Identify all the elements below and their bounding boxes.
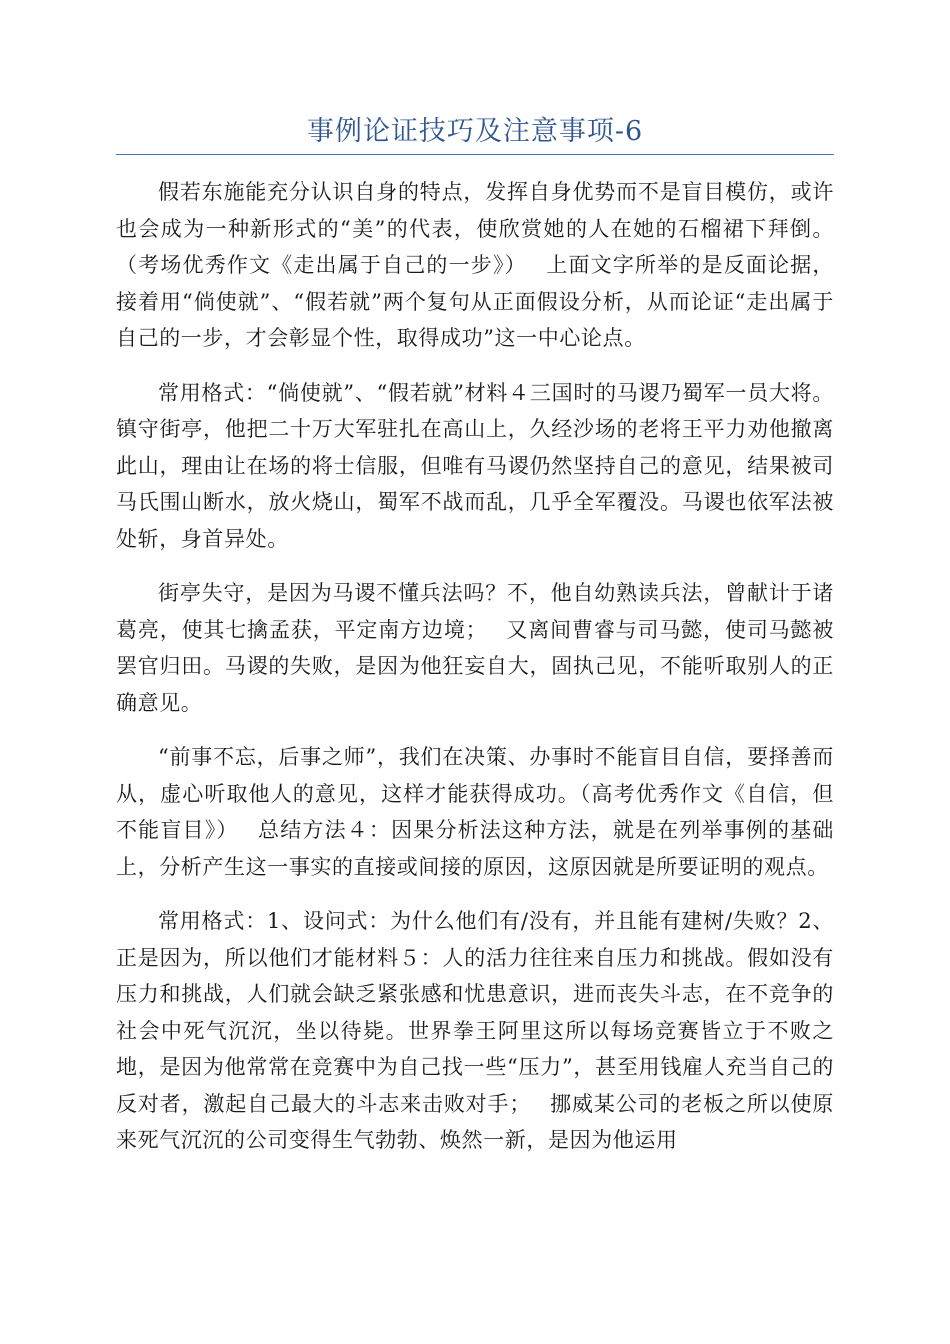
paragraph-1: 假若东施能充分认识自身的特点，发挥自身优势而不是盲目模仿，或许也会成为一种新形式的“美”的代表，使欣赏她的人在她的石榴裙下拜倒。（考场优秀作文《走出属于自己的一步》） 上面文字所举的是反面论据，接着用“倘使就”、“假若就”两个复句从正面假设分析，从而论证“走出属于自己的一步，才会彰显个性，取得成功”这一中心论点。 [116, 180, 834, 350]
paragraph-4: “前事不忘，后事之师”，我们在决策、办事时不能盲目自信，要择善而从，虚心听取他人的意见，这样才能获得成功。（高考优秀作文《自信，但不能盲目》） 总结方法４：因果分析法这种方法，就是在列举事例的基础上，分析产生这一事实的直接或间接的原因，这原因就是所要证明的观点。 [116, 745, 834, 879]
paragraph-2: 常用格式：“倘使就”、“假若就”材料４三国时的马谡乃蜀军一员大将。镇守街亭，他把二十万大军驻扎在高山上，久经沙场的老将王平力劝他撤离此山，理由让在场的将士信服，但唯有马谡仍然坚持自己的意见，结果被司马氏围山断水，放火烧山，蜀军不战而乱，几乎全军覆没。马谡也依军法被处斩，身首异处。 [116, 380, 834, 551]
paragraph-5: 常用格式：1、设问式：为什么他们有/没有，并且能有建树/失败？2、正是因为，所以他们才能材料５：人的活力往往来自压力和挑战。假如没有压力和挑战，人们就会缺乏紧张感和忧患意识，进而丧失斗志，在不竞争的社会中死气沉沉，坐以待毙。世界拳王阿里这所以每场竞赛皆立于不败之地，是因为他常常在竞赛中为自己找一些“压力”，甚至用钱雇人充当自己的反对者，激起自己最大的斗志来击败对手； 挪威某公司的老板之所以使原来死气沉沉的公司变得生气勃勃、焕然一新，是因为他运用 [116, 909, 834, 1152]
document-body [116, 174, 834, 1177]
paragraph-3: 街亭失守，是因为马谡不懂兵法吗？不，他自幼熟读兵法，曾献计于诸葛亮，使其七擒孟获，平定南方边境； 又离间曹睿与司马懿，使司马懿被罢官归田。马谡的失败，是因为他狂妄自大，固执己见，不能听取别人的正确意见。 [116, 581, 834, 715]
title-underline [116, 154, 834, 155]
document-title: 事例论证技巧及注意事项-6 [306, 116, 644, 147]
